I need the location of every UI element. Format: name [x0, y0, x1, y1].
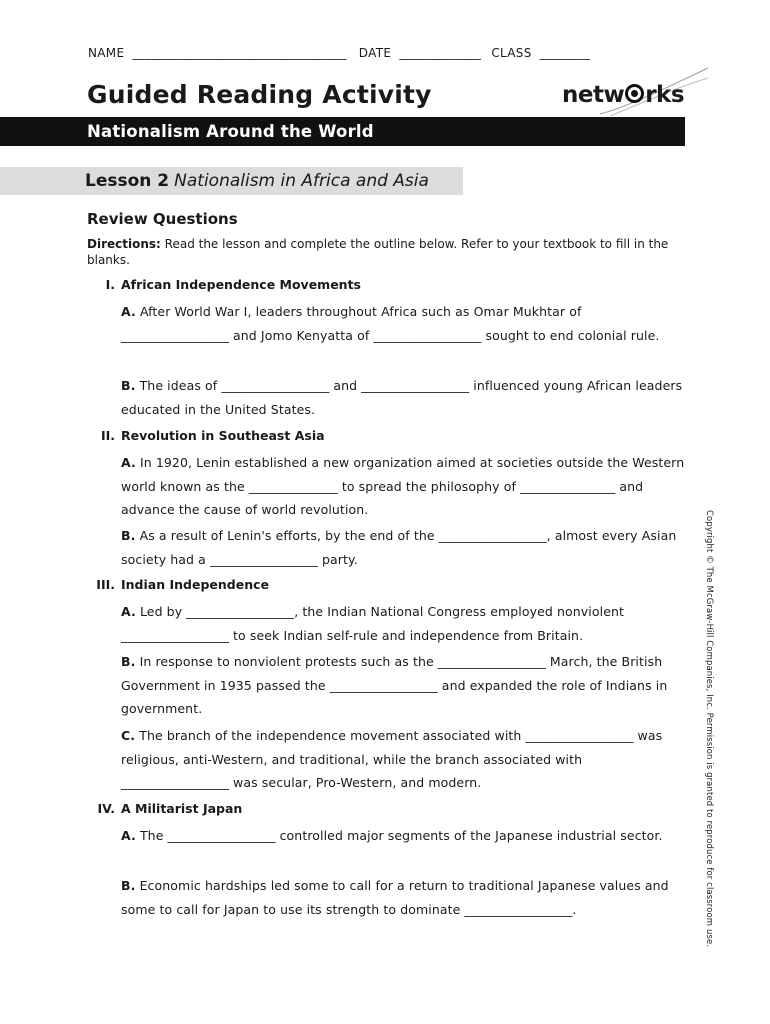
student-info-line: [88, 46, 682, 62]
name-label: NAME: [88, 46, 125, 60]
chapter-banner: [0, 117, 685, 146]
chapter-title: Nationalism Around the World: [87, 122, 374, 141]
item-letter: B.: [121, 378, 136, 393]
outline-item[interactable]: [121, 374, 686, 421]
item-text: Economic hardships led some to call for a return to traditional Japanese values and some to call for Japan to use its strength to dominate _________________.: [121, 878, 669, 917]
review-heading: Review Questions: [87, 210, 238, 228]
outline-item[interactable]: [121, 524, 686, 571]
item-letter: A.: [121, 455, 136, 470]
item-text: In response to nonviolent protests such as the _________________ March, the British Government in 1935 passed the _________________ and expanded the role of Indians in government.: [121, 654, 668, 716]
date-label: DATE: [358, 46, 392, 60]
logo-text-start: netw: [562, 82, 625, 108]
outline-item[interactable]: [121, 451, 686, 522]
section-numeral: III.: [96, 577, 115, 592]
lesson-name: Nationalism in Africa and Asia: [174, 171, 429, 191]
item-text: The _________________ controlled major segments of the Japanese industrial sector.: [139, 828, 663, 843]
date-field[interactable]: _____________: [399, 46, 482, 60]
item-letter: A.: [121, 828, 136, 843]
section-title: A Militarist Japan: [121, 801, 243, 816]
section-numeral: I.: [105, 277, 115, 292]
item-text: As a result of Lenin's efforts, by the end of the _________________, almost every Asian society had a _________________ party.: [121, 528, 677, 567]
item-letter: A.: [121, 304, 136, 319]
item-text: In 1920, Lenin established a new organization aimed at societies outside the Western world known as the ______________ to spread the philosophy of _______________ and advance the cause of world revolution.: [121, 455, 685, 517]
logo-text-end: rks: [645, 82, 685, 108]
item-letter: A.: [121, 604, 136, 619]
page-title: Guided Reading Activity: [87, 80, 432, 109]
item-text: The branch of the independence movement associated with _________________ was religious, anti-Western, and traditional, while the branch associated with _________________ was secular, Pro-Western, and modern.: [121, 728, 663, 790]
copyright-text: Copyright © The McGraw-Hill Companies, Inc. Permission is granted to reproduce for classroom use.: [704, 510, 714, 948]
lesson-number: Lesson 2: [85, 171, 170, 191]
item-letter: B.: [121, 878, 136, 893]
copyright-notice: [700, 510, 714, 948]
item-text: Led by _________________, the Indian National Congress employed nonviolent _________________ to seek Indian self-rule and independence from Britain.: [121, 604, 625, 643]
outline-item[interactable]: [121, 724, 686, 795]
section-heading: [0, 277, 700, 292]
networks-logo: [562, 82, 684, 108]
outline-item[interactable]: [121, 600, 686, 647]
item-letter: B.: [121, 528, 136, 543]
item-text: After World War I, leaders throughout Africa such as Omar Mukhtar of _________________ and Jomo Kenyatta of _________________ sought to end colonial rule.: [121, 304, 660, 343]
section-heading: [0, 428, 700, 443]
section-heading: [0, 577, 700, 592]
section-numeral: II.: [100, 428, 115, 443]
item-letter: B.: [121, 654, 136, 669]
section-title: Revolution in Southeast Asia: [121, 428, 325, 443]
logo-o-icon: [625, 84, 644, 103]
lesson-bar: [0, 167, 463, 195]
directions-text: Read the lesson and complete the outline below. Refer to your textbook to fill in the blanks.: [87, 237, 669, 267]
class-label: CLASS: [491, 46, 532, 60]
section-heading: [0, 801, 700, 816]
item-text: The ideas of _________________ and _________________ influenced young African leaders educated in the United States.: [121, 378, 683, 417]
item-letter: C.: [121, 728, 136, 743]
outline-item[interactable]: [121, 650, 686, 721]
outline-item[interactable]: [121, 874, 686, 921]
directions-label: Directions:: [87, 237, 161, 251]
class-field[interactable]: ________: [539, 46, 591, 60]
section-title: African Independence Movements: [121, 277, 361, 292]
directions: [87, 236, 687, 268]
outline-item[interactable]: [121, 824, 686, 848]
name-field[interactable]: __________________________________: [132, 46, 347, 60]
outline-item[interactable]: [121, 300, 686, 347]
section-title: Indian Independence: [121, 577, 269, 592]
section-numeral: IV.: [97, 801, 115, 816]
